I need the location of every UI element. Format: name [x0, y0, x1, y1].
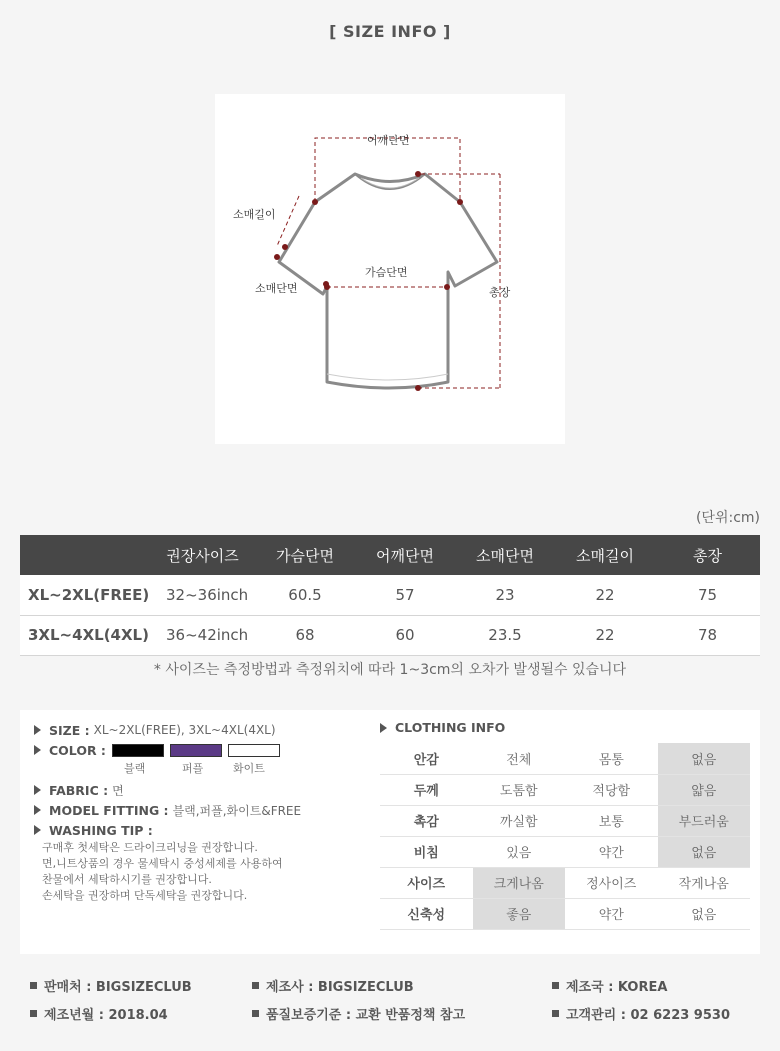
- table-cell: 78: [655, 615, 760, 655]
- footer-maker: 제조사 : BIGSIZECLUB: [252, 976, 414, 995]
- page-title: [ SIZE INFO ]: [329, 22, 451, 41]
- header-cell: 소매단면: [455, 535, 555, 575]
- product-details: [34, 720, 374, 904]
- footer-seller: 판매처 : BIGSIZECLUB: [30, 976, 192, 995]
- table-cell: 23: [455, 575, 555, 615]
- footer-date: 제조년월 : 2018.04: [30, 1004, 168, 1023]
- clothing-option: 도톰함: [473, 774, 566, 805]
- clothing-option: 몸통: [565, 743, 658, 774]
- clothing-option-selected: 얇음: [658, 774, 751, 805]
- size-row: [34, 720, 374, 740]
- triangle-bullet-icon: [34, 785, 41, 795]
- clothing-row: [380, 774, 750, 805]
- wash-label: WASHING TIP :: [49, 822, 153, 838]
- footer-country: 제조국 : KOREA: [552, 976, 667, 995]
- header-cell: 권장사이즈: [150, 535, 255, 575]
- triangle-bullet-icon: [34, 745, 41, 755]
- clothing-option: 있음: [473, 836, 566, 867]
- size-name: 3XL~4XL(4XL): [20, 615, 150, 655]
- triangle-bullet-icon: [34, 825, 41, 835]
- size-value: XL~2XL(FREE), 3XL~4XL(4XL): [93, 723, 276, 737]
- unit-label: (단위:cm): [695, 510, 760, 526]
- model-row: [34, 800, 374, 820]
- clothing-option: 약간: [565, 836, 658, 867]
- color-label: COLOR :: [49, 742, 106, 758]
- model-label: MODEL FITTING :: [49, 802, 169, 818]
- tshirt-diagram: [215, 94, 565, 444]
- clothing-option-selected: 없음: [658, 743, 751, 774]
- measurement-note: * 사이즈는 측정방법과 측정위치에 따라 1~3cm의 오차가 발생될수 있습니다: [153, 662, 627, 678]
- label-sleeve-length: 소매길이: [233, 208, 276, 221]
- clothing-option: 없음: [658, 898, 751, 929]
- table-row: [20, 575, 760, 615]
- wash-row: [34, 820, 374, 840]
- square-bullet-icon: [30, 1010, 37, 1017]
- color-names: [34, 760, 374, 778]
- header-cell: 어깨단면: [355, 535, 455, 575]
- square-bullet-icon: [30, 982, 37, 989]
- header-cell: 소매길이: [555, 535, 655, 575]
- clothing-option: 까실함: [473, 805, 566, 836]
- clothing-option-selected: 부드러움: [658, 805, 751, 836]
- footer-quality: 품질보증기준 : 교환 반품정책 참고: [252, 1004, 465, 1023]
- table-cell: 22: [555, 615, 655, 655]
- triangle-bullet-icon: [380, 723, 387, 733]
- table-cell: 32~36inch: [150, 575, 255, 615]
- wash-line: 구매후 첫세탁은 드라이크리닝을 권장합니다.: [42, 841, 258, 854]
- color-swatch-black: [112, 744, 164, 757]
- fabric-row: [34, 780, 374, 800]
- table-cell: 60.5: [255, 575, 355, 615]
- wash-line: 면,니트상품의 경우 물세탁시 중성세제를 사용하여: [42, 857, 283, 870]
- square-bullet-icon: [252, 1010, 259, 1017]
- table-cell: 36~42inch: [150, 615, 255, 655]
- clothing-info-table: [380, 743, 750, 930]
- table-cell: 75: [655, 575, 760, 615]
- clothing-row-name: 두께: [380, 774, 473, 805]
- wash-line: 찬물에서 세탁하시기를 권장합니다.: [42, 873, 212, 886]
- header-cell: 가슴단면: [255, 535, 355, 575]
- clothing-row: [380, 836, 750, 867]
- fabric-label: FABRIC :: [49, 782, 109, 798]
- clothing-option-selected: 좋음: [473, 898, 566, 929]
- size-name: XL~2XL(FREE): [20, 575, 150, 615]
- wash-line: 손세탁을 권장하며 단독세탁을 권장합니다.: [42, 889, 248, 902]
- triangle-bullet-icon: [34, 805, 41, 815]
- clothing-option-selected: 없음: [658, 836, 751, 867]
- clothing-row: [380, 743, 750, 774]
- size-table-header: [20, 535, 760, 575]
- table-cell: 22: [555, 575, 655, 615]
- header-cell: 총장: [655, 535, 760, 575]
- clothing-row-name: 신축성: [380, 898, 473, 929]
- color-swatch-purple: [170, 744, 222, 757]
- model-value: 블랙,퍼플,화이트&FREE: [172, 803, 302, 818]
- table-cell: 60: [355, 615, 455, 655]
- clothing-option: 전체: [473, 743, 566, 774]
- clothing-option: 정사이즈: [565, 867, 658, 898]
- fabric-value: 면: [112, 783, 124, 798]
- header-cell: [20, 535, 150, 575]
- color-name: 퍼플: [182, 762, 204, 775]
- clothing-row-name: 촉감: [380, 805, 473, 836]
- color-swatch-white: [228, 744, 280, 757]
- clothing-option: 작게나옴: [658, 867, 751, 898]
- table-row: [20, 615, 760, 655]
- clothing-option: 보통: [565, 805, 658, 836]
- table-cell: 68: [255, 615, 355, 655]
- wash-tips: [34, 840, 374, 904]
- square-bullet-icon: [552, 1010, 559, 1017]
- product-info-box: [20, 710, 760, 954]
- clothing-row: [380, 898, 750, 929]
- clothing-row-name: 안감: [380, 743, 473, 774]
- clothing-row-name: 사이즈: [380, 867, 473, 898]
- color-name: 화이트: [233, 762, 265, 775]
- square-bullet-icon: [252, 982, 259, 989]
- label-total-length: 총장: [489, 286, 511, 299]
- table-cell: 57: [355, 575, 455, 615]
- clothing-info-title: CLOTHING INFO: [380, 720, 505, 735]
- color-name: 블랙: [124, 762, 146, 775]
- label-chest: 가슴단면: [365, 266, 408, 279]
- clothing-row: [380, 805, 750, 836]
- clothing-option: 적당함: [565, 774, 658, 805]
- triangle-bullet-icon: [34, 725, 41, 735]
- label-shoulder: 어깨단면: [367, 134, 410, 147]
- clothing-row-name: 비침: [380, 836, 473, 867]
- color-row: [34, 740, 374, 760]
- label-sleeve-width: 소매단면: [255, 282, 298, 295]
- square-bullet-icon: [552, 982, 559, 989]
- size-label: SIZE :: [49, 722, 90, 738]
- clothing-option-selected: 크게나옴: [473, 867, 566, 898]
- table-cell: 23.5: [455, 615, 555, 655]
- size-table: [20, 535, 760, 656]
- clothing-row: [380, 867, 750, 898]
- footer-service: 고객관리 : 02 6223 9530: [552, 1004, 730, 1023]
- clothing-option: 약간: [565, 898, 658, 929]
